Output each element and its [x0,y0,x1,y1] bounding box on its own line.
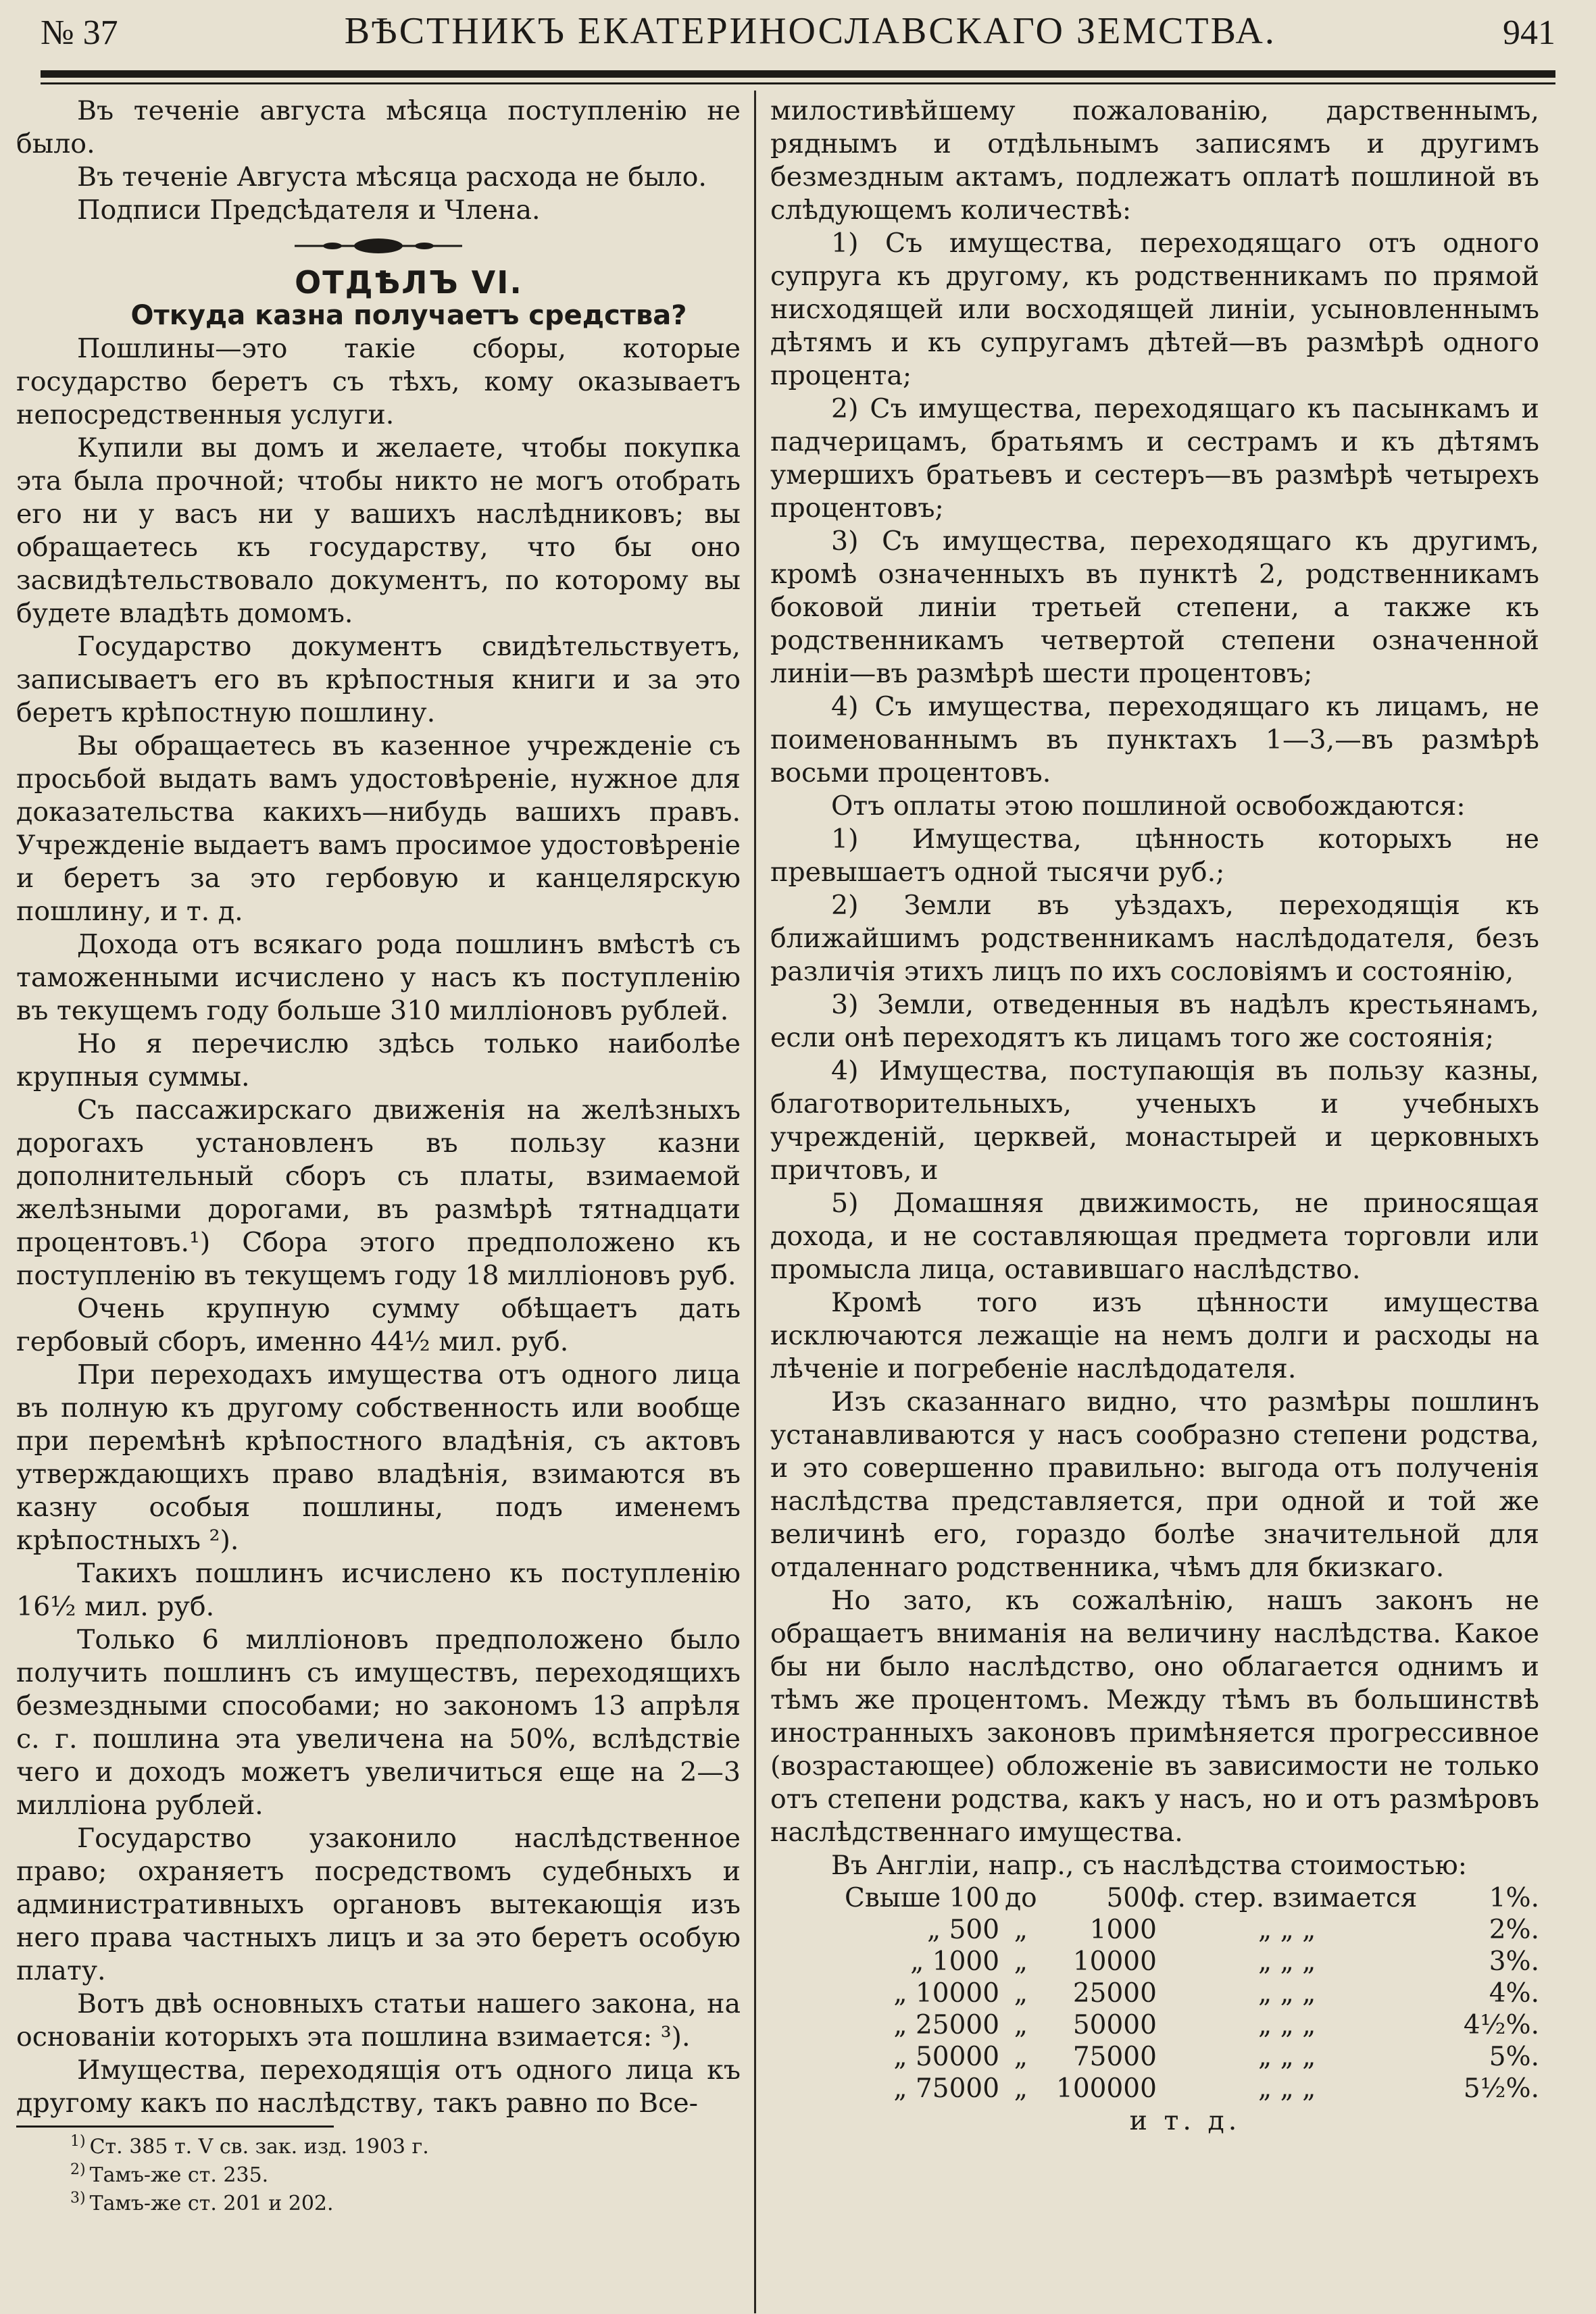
paragraph: 5) Домашняя движимость, не приносящая дохода, и не составляющая предмета торговли или промысла лица, оставившаго наслѣдство. [770,1188,1539,1285]
paragraph: 4) Съ имущества, переходящаго къ лицамъ, не поименованнымъ въ пунктахъ 1—3,—въ размѣрѣ восьми процентовъ. [770,691,1539,788]
paragraph: При переходахъ имущества отъ одного лица въ полную къ другому собственность или вообще при перемѣнѣ крѣпостного владѣнія, съ актовъ утверждающихъ право владѣнія, взимаются въ казну особыя пошлины, подъ именемъ крѣпостныхъ ²). [16,1359,741,1556]
section-title: ОТДѢЛЪ VI. [295,264,523,301]
paragraph: Подписи Предсѣдателя и Члена. [77,195,541,226]
table-cell-mid: ф. стер. взимается [1156,1883,1418,1913]
table-cell-from: Свыше 100 [845,1883,1000,1913]
table-cell-do: „ [1014,1915,1028,1945]
table-cell-mid: „ „ „ [1257,1978,1316,2009]
table-cell-do: до [1005,1883,1037,1913]
table-row [845,2041,1539,2073]
table-cell-rate: 1%. [1489,1883,1539,1913]
issue-number: № 37 [41,14,118,52]
table-etc: и т. д. [1129,2105,1241,2136]
paragraph: 2) Съ имущества, переходящаго къ пасынкамъ и падчерицамъ, братьямъ и сестрамъ и къ дѣтямъ умершихъ братьевъ и сестеръ—въ размѣрѣ четырехъ процентовъ; [770,393,1539,524]
table-cell-do: „ [1014,1978,1028,2009]
paragraph: Кромѣ того изъ цѣнности имущества исключаются лежащіе на немъ долги и расходы на лѣченіе и погребеніе наслѣдодателя. [770,1287,1539,1384]
paragraph: 2) Земли въ уѣздахъ, переходящія къ ближайшимъ родственникамъ наслѣдодателя, безъ различія этихъ лицъ по ихъ сословіямъ и состоянію, [770,890,1539,987]
table-row [845,2073,1539,2105]
paragraph: Съ пассажирскаго движенія на желѣзныхъ дорогахъ установленъ въ пользу казни дополнительный сборъ съ платы, взимаемой желѣзными дорогами, въ размѣрѣ тятнадцати процентовъ.¹) Сбора этого предположено къ поступленію въ текущемъ году 18 милліоновъ руб. [16,1095,741,1291]
table-cell-from: „ 75000 [893,2073,1000,2104]
table-cell-mid: „ „ „ [1257,1946,1316,1977]
table-cell-rate: 4½%. [1463,2010,1539,2040]
paragraph: 1) Имущества, цѣнность которыхъ не превышаетъ одной тысячи руб.; [770,824,1539,888]
table-cell-from: „ 50000 [893,2042,1000,2072]
ornament-divider-icon [16,232,741,255]
table-row [845,1978,1539,2009]
table-cell-do: „ [1014,1946,1028,1977]
paragraph: 4) Имущества, поступающія въ пользу казны, благотворительныхъ, ученыхъ и учебныхъ учрежденій, церквей, монастырей и церковныхъ причтовъ, и [770,1055,1539,1186]
header-rule-thin [41,82,1555,84]
table-cell-from: „ 500 [926,1915,1000,1945]
footnote-rule [16,2126,334,2128]
table-cell-mid: „ „ „ [1257,2042,1316,2072]
section-subtitle: Откуда казна получаетъ средства? [130,300,687,331]
header-rule-thick [41,70,1555,78]
table-row [845,1882,1539,1914]
paragraph: 3) Земли, отведенныя въ надѣлъ крестьянамъ, если онѣ переходятъ къ лицамъ того же состоянія; [770,989,1539,1053]
table-cell-do: „ [1014,2010,1028,2040]
left-column [16,95,741,2215]
table-cell-rate: 5½%. [1463,2073,1539,2104]
paragraph: Пошлины—это такіе сборы, которые государство беретъ съ тѣхъ, кому оказываетъ непосредственныя услуги. [16,333,741,430]
table-row [845,2009,1539,2041]
table-cell-from: „ 1000 [910,1946,1000,1977]
paragraph: Въ Англіи, напр., съ наслѣдства стоимостью: [831,1850,1468,1881]
table-cell-do: „ [1014,2073,1028,2104]
footnote-text: Тамъ-же ст. 201 и 202. [89,2192,334,2215]
paragraph: 1) Съ имущества, переходящаго отъ одного супруга къ другому, къ родственникамъ по прямой нисходящей или восходящей линіи, усыновленнымъ дѣтямъ и къ супругамъ дѣтей—въ размѣрѣ одного процента; [770,228,1539,391]
paragraph: Но я перечислю здѣсь только наиболѣе крупныя суммы. [16,1028,741,1092]
footnote-mark: 3) [70,2190,86,2207]
table-cell-from: „ 10000 [893,1978,1000,2009]
table-cell-to: 50000 [1072,2010,1157,2040]
footnote-text: Тамъ-же ст. 235. [89,2163,269,2187]
paragraph: Такихъ пошлинъ исчислено къ поступленію 16½ мил. руб. [16,1558,741,1622]
footnote-text: Ст. 385 т. V св. зак. изд. 1903 г. [89,2135,429,2159]
table-cell-to: 100000 [1056,2073,1157,2104]
paragraph: Имущества, переходящія отъ одного лица къ другому какъ по наслѣдству, такъ равно по Все- [16,2055,741,2119]
paragraph: Вотъ двѣ основныхъ статьи нашего закона, на основаніи которыхъ эта пошлина взимается: ³). [16,1988,741,2053]
journal-title: ВѢСТНИКЪ ЕКАТЕРИНОСЛАВСКАГО ЗЕМСТВА. [344,10,1276,52]
table-cell-from: „ 25000 [893,2010,1000,2040]
table-row [845,1946,1539,1978]
page-header [41,0,1555,53]
tax-rate-table [845,1882,1539,2105]
paragraph: Изъ сказаннаго видно, что размѣры пошлинъ устанавливаются у насъ сообразно степени родства, и это совершенно правильно: выгода отъ полученія наслѣдства представляется, при одной и той же величинѣ его, гораздо болѣе значительной для отдаленнаго родственника, чѣмъ для бкизкаго. [770,1386,1539,1583]
paragraph: Государство документъ свидѣтельствуетъ, записываетъ его въ крѣпостныя книги и за это беретъ крѣпостную пошлину. [16,631,741,728]
footnote [16,2130,741,2159]
table-cell-rate: 4%. [1489,1978,1539,2009]
table-cell-mid: „ „ „ [1257,2010,1316,2040]
table-cell-do: „ [1014,2042,1028,2072]
paragraph: Дохода отъ всякаго рода пошлинъ вмѣстѣ съ таможенными исчислено у насъ къ поступленію въ текущемъ году больше 310 милліоновъ рублей. [16,929,741,1026]
table-cell-mid: „ „ „ [1257,1915,1316,1945]
table-cell-to: 10000 [1072,1946,1157,1977]
footnote [16,2159,741,2187]
paragraph: 3) Съ имущества, переходящаго къ другимъ, кромѣ означенныхъ въ пунктѣ 2, родственникамъ боковой линіи третьей степени, а также къ родственникамъ четвертой степени означенной линіи—въ размѣрѣ шести процентовъ; [770,526,1539,689]
table-cell-rate: 5%. [1489,2042,1539,2072]
table-cell-rate: 2%. [1489,1915,1539,1945]
table-cell-to: 75000 [1072,2042,1157,2072]
paragraph: Очень крупную сумму обѣщаетъ дать гербовый сборъ, именно 44½ мил. руб. [16,1293,741,1357]
paragraph: Отъ оплаты этою пошлиной освобождаются: [831,790,1466,822]
table-cell-rate: 3%. [1489,1946,1539,1977]
table-cell-mid: „ „ „ [1257,2073,1316,2104]
table-row [845,1914,1539,1946]
paragraph: Въ теченіе Августа мѣсяца расхода не было. [77,161,707,193]
page-number: 941 [1502,14,1555,52]
paragraph: Въ теченіе августа мѣсяца поступленію не было. [16,95,741,159]
table-cell-to: 500 [1106,1883,1157,1913]
footnote [16,2187,741,2215]
paragraph: милостивѣйшему пожалованію, дарственнымъ, ряднымъ и отдѣльнымъ записямъ и другимъ безмездным актамъ, подлежатъ оплатѣ пошлиной въ слѣдующемъ количествѣ: [770,95,1539,226]
paragraph: Государство узаконило наслѣдственное право; охраняетъ посредствомъ судебныхъ и административныхъ органовъ вытекающія изъ него права частныхъ лицъ и за это беретъ особую плату. [16,1823,741,1986]
footnote-mark: 2) [70,2161,86,2178]
paragraph: Но зато, къ сожалѣнію, нашъ законъ не обращаетъ вниманія на величину наслѣдства. Какое бы ни было наслѣдство, оно облагается однимъ и тѣмъ же процентомъ. Между тѣмъ въ большинствѣ иностранныхъ законовъ примѣняется прогрессивное (возрастающее) обложеніе въ зависимости не только отъ степени родства, какъ у насъ, но и отъ размѣровъ наслѣдственнаго имущества. [770,1585,1539,1848]
footnote-mark: 1) [70,2133,86,2150]
paragraph: Только 6 милліоновъ предположено было получить пошлинъ съ имуществъ, переходящихъ безмездными способами; но закономъ 13 апрѣля с. г. пошлина эта увеличена на 50%, вслѣдствіе чего и доходъ можетъ увеличиться еще на 2—3 милліона рублей. [16,1624,741,1821]
table-cell-to: 1000 [1089,1915,1157,1945]
paragraph: Вы обращаетесь въ казенное учрежденіе съ просьбой выдать вамъ удостовѣреніе, нужное для доказательства какихъ—нибудь вашихъ правъ. Учрежденіе выдаетъ вамъ просимое удостовѣреніе и беретъ за это гербовую и канцелярскую пошлину, и т. д. [16,730,741,927]
right-column [770,95,1539,2138]
table-cell-to: 25000 [1072,1978,1157,2009]
paragraph: Купили вы домъ и желаете, чтобы покупка эта была прочной; чтобы никто не могъ отобрать его ни у васъ ни у вашихъ наслѣдниковъ; вы обращаетесь къ государству, что бы оно засвидѣтельствовало документъ, по которому вы будете владѣть домомъ. [16,432,741,629]
column-divider [754,91,756,2313]
